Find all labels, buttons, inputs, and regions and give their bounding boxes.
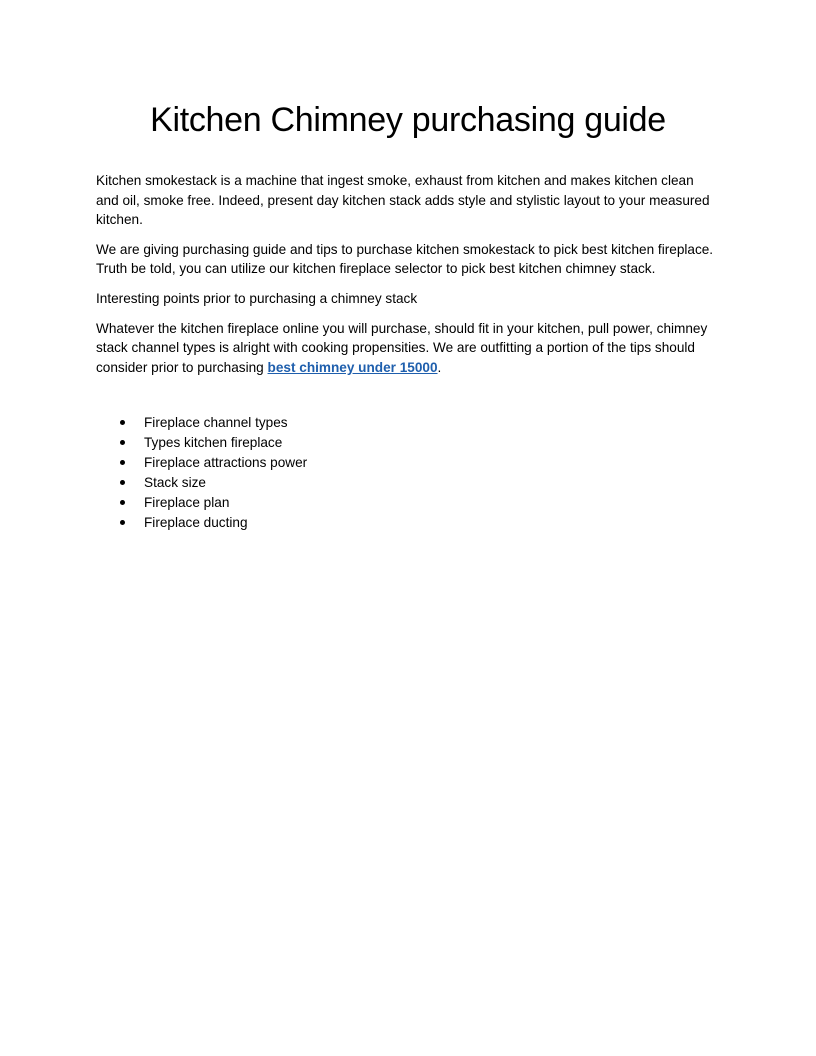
bullet-icon [120,420,125,425]
bullet-icon [120,520,125,525]
list-item [96,513,720,533]
list-item-label: Fireplace ducting [144,515,248,531]
paragraph-intro: Kitchen smokestack is a machine that ingest smoke, exhaust from kitchen and makes kitchen clean and oil, smoke free. Indeed, present day kitchen stack adds style and stylistic layout to your measured kitchen. [96,173,710,228]
bullet-icon [120,480,125,485]
list-item-label: Fireplace attractions power [144,455,308,471]
paragraph-tips-end: . [437,359,442,375]
document-page [96,96,720,533]
bullet-list [96,413,720,533]
list-item-label: Fireplace channel types [144,415,288,431]
bullet-icon [120,440,125,445]
paragraph-tips [96,319,720,378]
bullet-icon [120,460,125,465]
paragraph-guide: We are giving purchasing guide and tips to purchase kitchen smokestack to pick best kitchen fireplace. Truth be told, you can utilize our kitchen fireplace selector to pick best kitchen chimney stack. [96,241,714,277]
paragraph-interesting-points: Interesting points prior to purchasing a chimney stack [96,290,418,306]
list-item [96,473,720,493]
paragraph-tips-text: Whatever the kitchen fireplace online you will purchase, should fit in your kitchen, pull power, chimney stack channel types is alright with cooking propensities. We are outfitting a portion of the tips should consider prior to purchasing [96,320,708,375]
list-item [96,453,720,473]
list-item-label: Stack size [144,475,206,491]
list-item [96,433,720,453]
list-item-label: Types kitchen fireplace [144,435,283,451]
list-item [96,413,720,433]
list-item [96,493,720,513]
document-body [96,171,720,377]
bullet-icon [120,500,125,505]
best-chimney-link[interactable]: best chimney under 15000 [267,359,438,375]
list-item-label: Fireplace plan [144,495,230,511]
document-title: Kitchen Chimney purchasing guide [150,101,666,139]
